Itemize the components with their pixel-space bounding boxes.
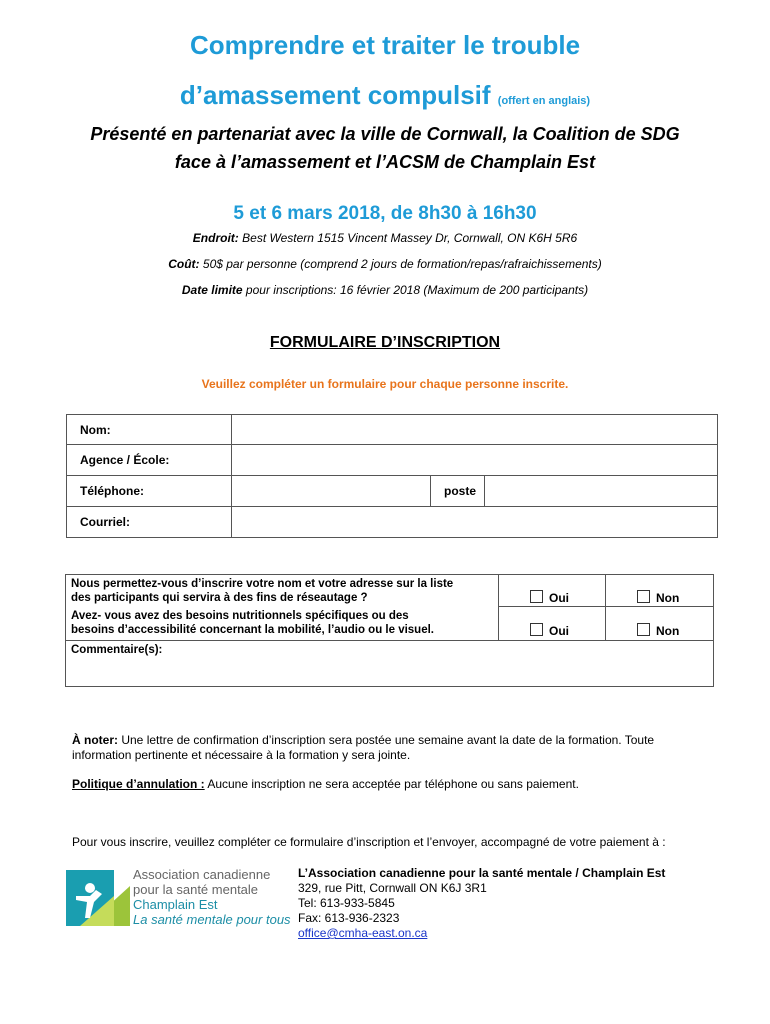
contact-tel: Tel: 613-933-5845 — [298, 896, 395, 910]
form-title: FORMULAIRE D’INSCRIPTION — [269, 334, 501, 351]
accessibility-no-option[interactable] — [637, 623, 679, 638]
email-label: Courriel: — [67, 507, 232, 538]
logo-line2: pour la santé mentale — [133, 882, 259, 897]
phone-label: Téléphone: — [67, 476, 232, 507]
no-label: Non — [656, 591, 680, 605]
question-accessibility-line1: Avez- vous avez des besoins nutritionnels spécifiques ou des — [71, 610, 409, 622]
contact-fax: Fax: 613-936-2323 — [298, 911, 400, 925]
comments-field[interactable] — [66, 658, 711, 684]
note-line2: information pertinente et nécessaire à la formation y sera jointe. — [72, 748, 411, 762]
agency-field[interactable] — [232, 445, 718, 476]
event-deadline — [0, 283, 770, 297]
name-label: Nom: — [67, 415, 232, 445]
ext-field[interactable] — [485, 476, 718, 507]
page-title-text: d’amassement compulsif — [179, 80, 491, 110]
logo-line3: Champlain Est — [133, 897, 218, 912]
policy-text: Aucune inscription ne sera acceptée par téléphone ou sans paiement. — [207, 777, 579, 791]
cost-value: 50$ par personne (comprend 2 jours de formation/repas/rafraichissements) — [202, 257, 602, 271]
yes-label: Oui — [549, 591, 569, 605]
registration-table — [66, 414, 718, 538]
note-line1: Une lettre de confirmation d’inscription sera postée une semaine avant la date de la formation. Toute — [121, 733, 655, 747]
phone-field[interactable] — [232, 476, 431, 507]
accessibility-yes-option[interactable] — [530, 623, 569, 638]
form-instruction: Veuillez compléter un formulaire pour chaque personne inscrite. — [201, 377, 569, 391]
checkbox-icon[interactable] — [637, 590, 650, 603]
language-note: (offert en anglais) — [497, 95, 591, 107]
logo-line1: Association canadienne — [133, 867, 271, 882]
checkbox-icon[interactable] — [637, 623, 650, 636]
question-accessibility-line2: besoins d’accessibilité concernant la mobilité, l’audio ou le visuel. — [71, 624, 434, 636]
question-accessibility — [71, 609, 434, 637]
contact-address: 329, rue Pitt, Cornwall ON K6J 3R1 — [298, 881, 487, 895]
cmha-logo-icon — [66, 866, 130, 930]
question-networking-line1: Nous permettez-vous d’inscrire votre nom et votre adresse sur la liste — [71, 578, 454, 590]
contact-org: L’Association canadienne pour la santé mentale / Champlain Est — [298, 866, 666, 880]
contact-email-link[interactable]: office@cmha-east.on.ca — [298, 926, 428, 940]
confirmation-note — [72, 733, 712, 763]
deadline-value: pour inscriptions: 16 février 2018 (Maximum de 200 participants) — [245, 283, 589, 297]
cancellation-policy — [72, 777, 579, 792]
logo-line4: La santé mentale pour tous — [133, 912, 291, 927]
location-value: Best Western 1515 Vincent Massey Dr, Cornwall, ON K6H 5R6 — [242, 231, 578, 245]
checkbox-icon[interactable] — [530, 623, 543, 636]
location-label: Endroit: — [192, 231, 239, 245]
networking-no-option[interactable] — [637, 590, 679, 605]
contact-block — [298, 866, 665, 941]
deadline-label: Date limite — [181, 283, 243, 297]
yes-label: Oui — [549, 624, 569, 638]
cost-label: Coût: — [168, 257, 200, 271]
cmha-logo-text — [133, 867, 291, 927]
event-location — [0, 231, 770, 245]
name-field[interactable] — [232, 415, 718, 445]
checkbox-icon[interactable] — [530, 590, 543, 603]
event-dates: 5 et 6 mars 2018, de 8h30 à 16h30 — [233, 203, 537, 224]
question-networking-line2: des participants qui servira à des fins de réseautage ? — [71, 592, 368, 604]
agency-label: Agence / École: — [67, 445, 232, 476]
page-title-line1: Comprendre et traiter le trouble — [189, 30, 581, 60]
no-label: Non — [656, 624, 680, 638]
policy-label: Politique d’annulation : — [72, 777, 205, 791]
send-instruction: Pour vous inscrire, veuillez compléter ce formulaire d’inscription et l’envoyer, accompagné de votre paiement à : — [72, 835, 666, 849]
page-title-line2 — [0, 80, 770, 116]
comments-label: Commentaire(s): — [71, 644, 163, 656]
networking-yes-option[interactable] — [530, 590, 569, 605]
subtitle-line1: Présenté en partenariat avec la ville de Cornwall, la Coalition de SDG — [90, 124, 680, 144]
email-field[interactable] — [232, 507, 718, 538]
event-cost — [0, 257, 770, 271]
question-networking — [71, 577, 453, 605]
ext-label: poste — [431, 476, 485, 507]
subtitle-line2: face à l’amassement et l’ACSM de Champlain Est — [174, 152, 596, 172]
note-label: À noter: — [72, 733, 118, 747]
